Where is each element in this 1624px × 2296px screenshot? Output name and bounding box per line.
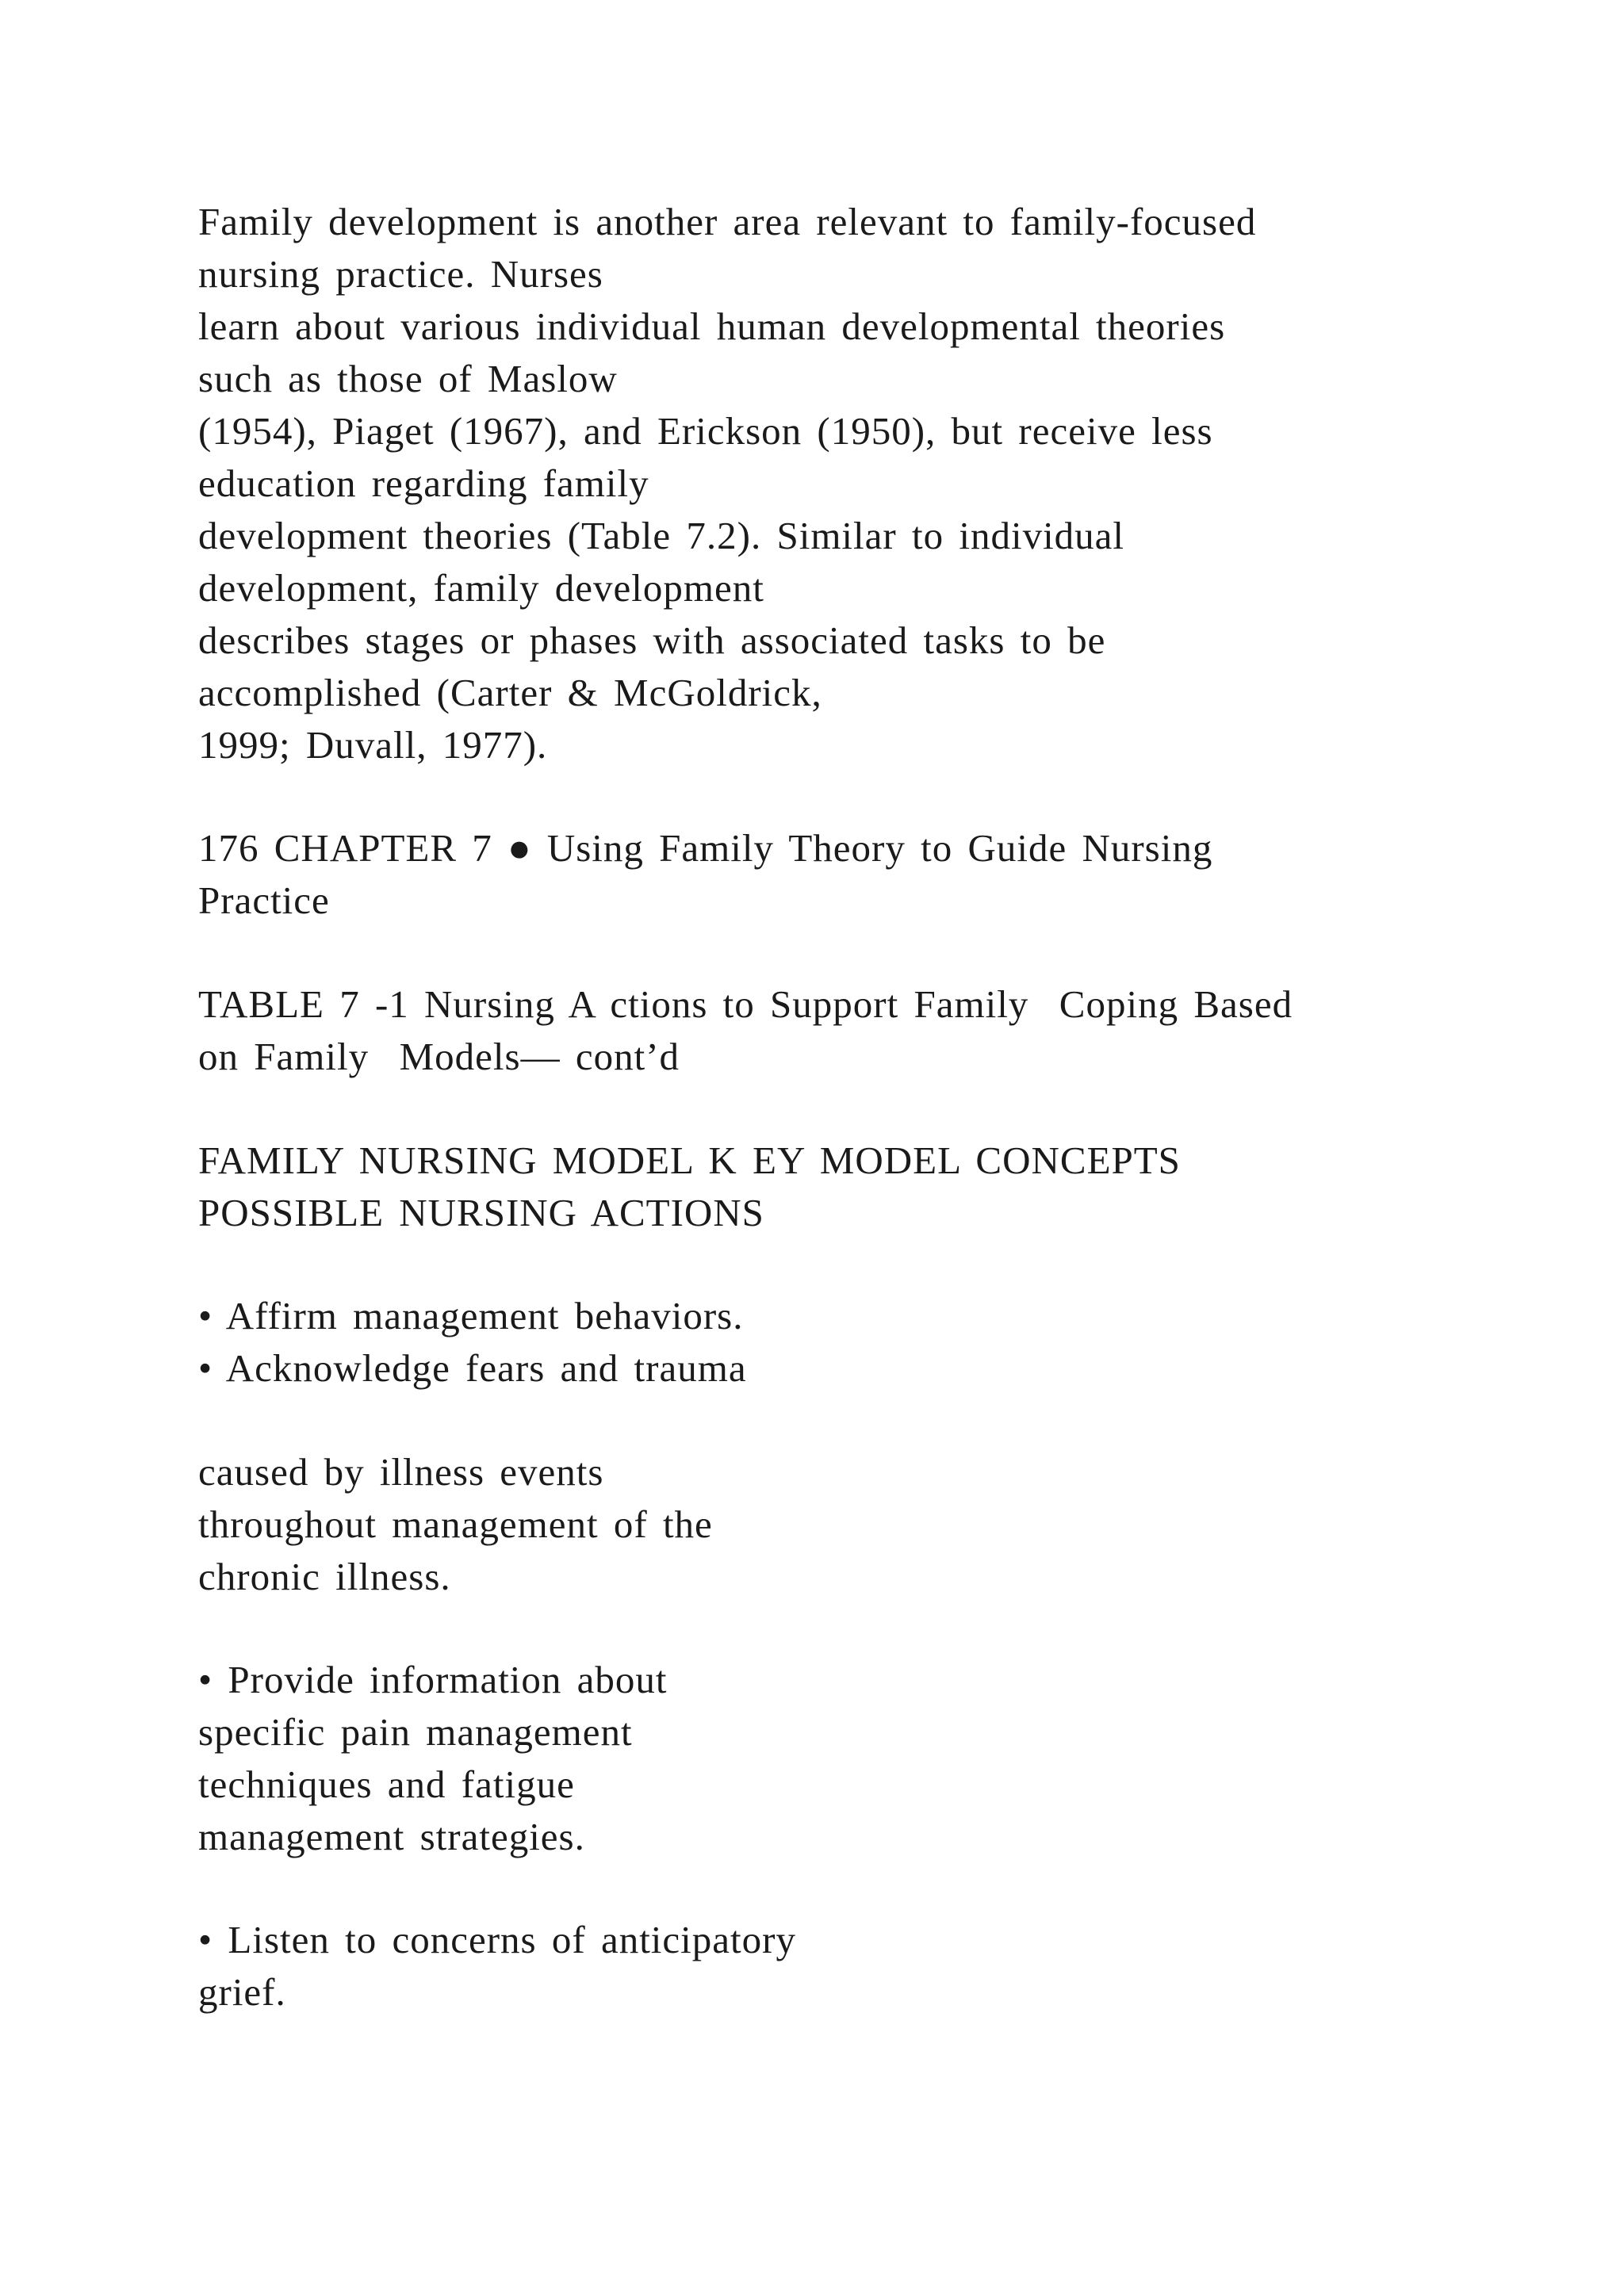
text-line: (1954), Piaget (1967), and Erickson (1950), but receive less: [198, 409, 1213, 453]
text-line: POSSIBLE NURSING ACTIONS: [198, 1191, 764, 1234]
bullet-item: • Provide information about: [198, 1658, 668, 1701]
text-line: FAMILY NURSING MODEL K EY MODEL CONCEPTS: [198, 1138, 1181, 1182]
text-line: specific pain management: [198, 1710, 633, 1754]
text-line: chronic illness.: [198, 1555, 451, 1598]
bullet-item: • Affirm management behaviors.: [198, 1294, 744, 1337]
text-line: describes stages or phases with associated tasks to be: [198, 618, 1106, 662]
text-line: development theories (Table 7.2). Similar to individual: [198, 514, 1125, 557]
text-line: 176 CHAPTER 7 ● Using Family Theory to Guide Nursing: [198, 826, 1213, 870]
bullet-item: • Listen to concerns of anticipatory: [198, 1918, 796, 1961]
running-header: [198, 822, 1562, 927]
text-line: nursing practice. Nurses: [198, 252, 603, 296]
text-line: development, family development: [198, 566, 764, 610]
text-line: techniques and fatigue: [198, 1762, 575, 1806]
text-line: throughout management of the: [198, 1502, 713, 1546]
text-line: caused by illness events: [198, 1450, 604, 1494]
bullet-anticipatory-grief: [198, 1914, 1562, 2019]
bullet-pain-management: [198, 1654, 1562, 1863]
text-line: accomplished (Carter & McGoldrick,: [198, 671, 822, 714]
paragraph-intro: [198, 196, 1562, 771]
text-line: management strategies.: [198, 1815, 585, 1858]
bullet-continuation: [198, 1446, 1562, 1603]
text-line: grief.: [198, 1970, 286, 2014]
text-line: Practice: [198, 878, 330, 922]
bullet-item: • Acknowledge fears and trauma: [198, 1346, 747, 1390]
table-title: [198, 978, 1562, 1083]
text-line: such as those of Maslow: [198, 357, 618, 400]
text-line: 1999; Duvall, 1977).: [198, 723, 548, 767]
text-line: on Family Models— cont’d: [198, 1035, 680, 1078]
text-line: TABLE 7 -1 Nursing A ctions to Support Family Coping Based: [198, 982, 1293, 1026]
bullet-list-management: [198, 1290, 1562, 1395]
table-column-headers: [198, 1135, 1562, 1239]
text-line: Family development is another area relevant to family-focused: [198, 200, 1257, 243]
text-line: learn about various individual human developmental theories: [198, 304, 1226, 348]
text-line: education regarding family: [198, 461, 649, 505]
